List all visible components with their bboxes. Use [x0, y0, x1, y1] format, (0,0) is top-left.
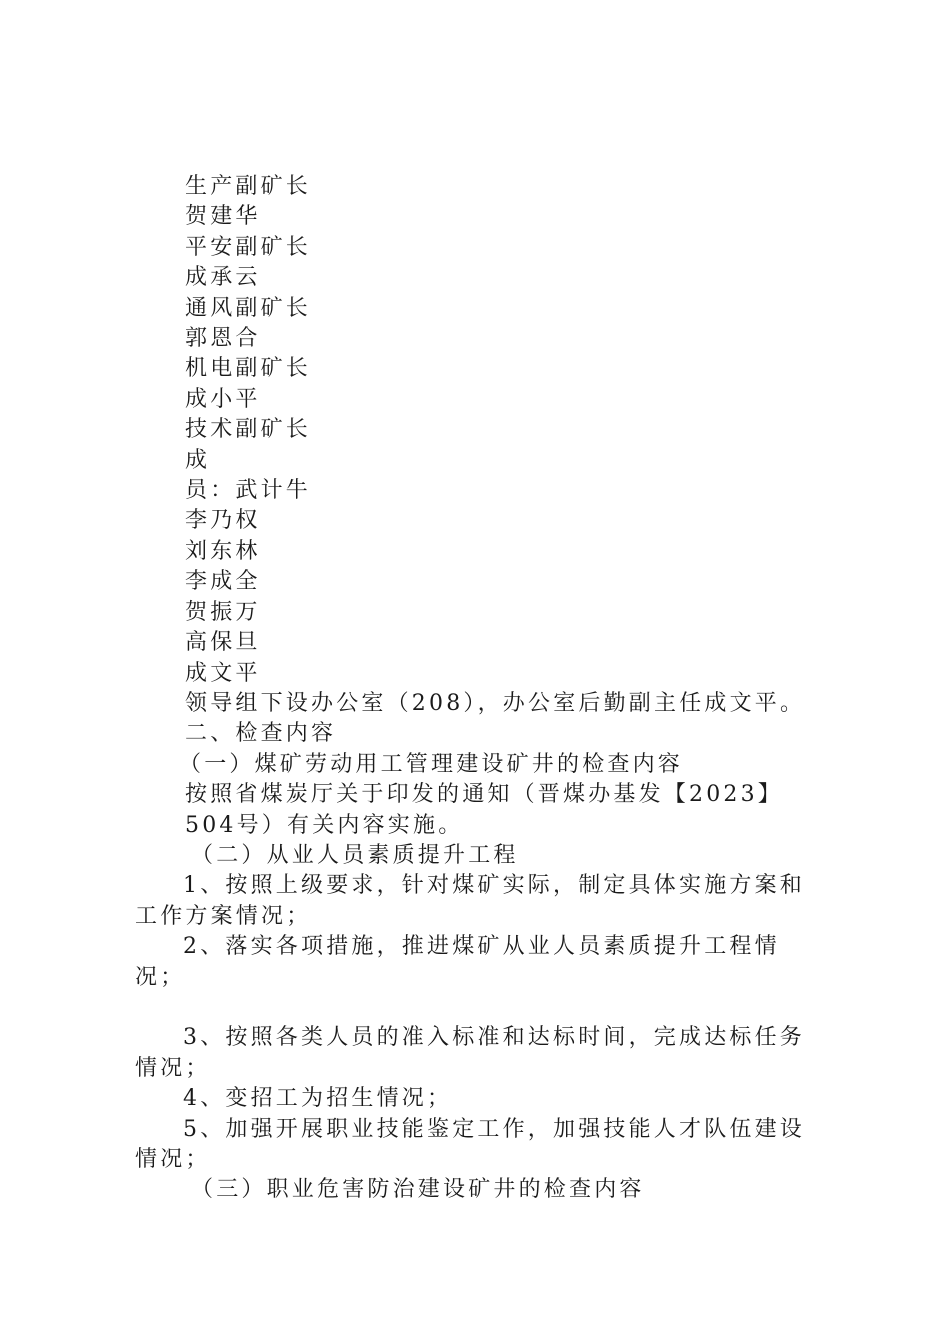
member-line: 贺建华: [185, 204, 261, 230]
body-line: 504号）有关内容实施。: [185, 812, 464, 838]
body-line: 按照省煤炭厅关于印发的通知（晋煤办基发【2023】: [185, 782, 783, 808]
member-line: 机电副矿长: [185, 356, 312, 382]
member-line: 成: [185, 447, 211, 473]
member-line: 员：武计牛: [185, 478, 312, 504]
member-line: 高保旦: [185, 630, 261, 656]
member-line: 成文平: [185, 660, 261, 686]
list-item: 1、按照上级要求，针对煤矿实际，制定具体实施方案和工作方案情况；: [135, 873, 805, 929]
list-item: 2、落实各项措施，推进煤矿从业人员素质提升工程情况；: [135, 934, 780, 990]
blank-line: [135, 993, 825, 1023]
member-line: 郭恩合: [185, 326, 261, 352]
subsection-title: （三）职业危害防治建设矿井的检查内容: [191, 1177, 645, 1203]
member-line: 成承云: [185, 265, 261, 291]
member-list: [135, 172, 825, 689]
section-title: 二、检查内容: [185, 721, 337, 747]
list-item: 4、变招工为招生情况；: [183, 1086, 453, 1112]
list-item: 3、按照各类人员的准入标准和达标时间，完成达标任务情况；: [135, 1025, 805, 1081]
member-line: 贺振万: [185, 599, 261, 625]
member-line: 李乃权: [185, 508, 261, 534]
member-line: 通风副矿长: [185, 295, 312, 321]
list-item: 5、加强开展职业技能鉴定工作，加强技能人才队伍建设情况；: [135, 1116, 805, 1172]
member-line: 刘东林: [185, 538, 261, 564]
member-line: 技术副矿长: [185, 417, 312, 443]
office-note: 领导组下设办公室（208），办公室后勤副主任成文平。: [185, 690, 806, 716]
subsection-title: （二）从业人员素质提升工程: [191, 842, 519, 868]
subsection-title: （一）煤矿劳动用工管理建设矿井的检查内容: [179, 751, 684, 777]
member-line: 成小平: [185, 386, 261, 412]
item-list: [135, 871, 825, 1175]
member-line: 平安副矿长: [185, 234, 312, 260]
member-line: 生产副矿长: [185, 174, 312, 199]
member-line: 李成全: [185, 569, 261, 595]
document-body: [135, 172, 825, 1206]
